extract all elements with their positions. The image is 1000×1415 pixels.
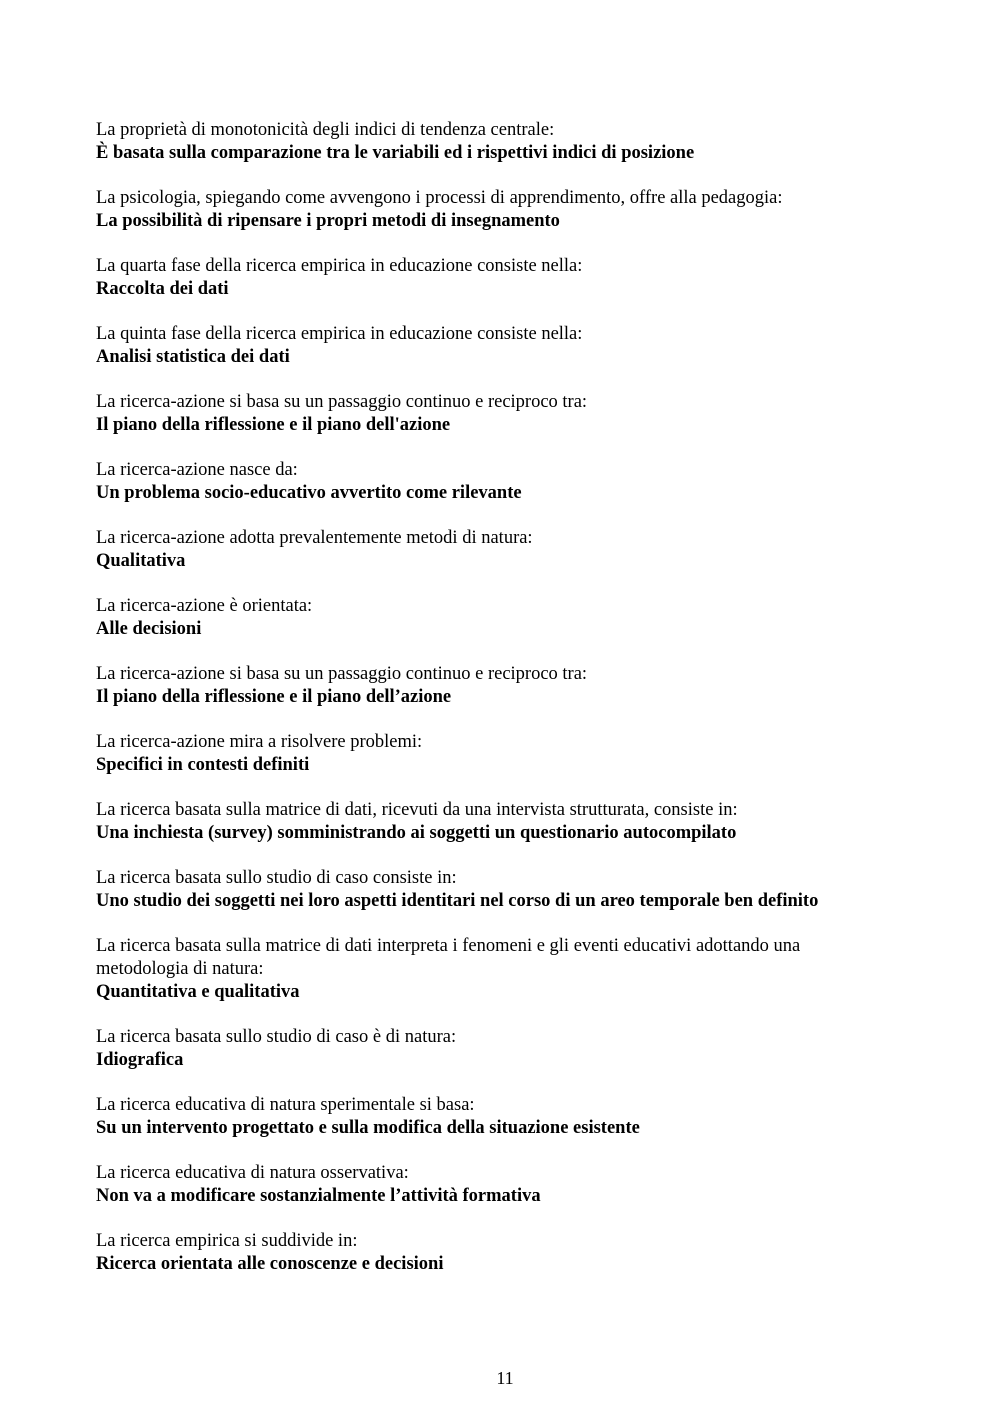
- question-text: La ricerca basata sulla matrice di dati interpreta i fenomeni e gli eventi educativi adottando una metodologia di natura:: [96, 936, 801, 979]
- qa-item: [96, 867, 886, 913]
- qa-item: [96, 731, 886, 777]
- answer-text: Qualitativa: [96, 551, 186, 571]
- qa-item: [96, 799, 886, 845]
- question-text: La ricerca-azione si basa su un passaggio continuo e reciproco tra:: [96, 392, 588, 412]
- question-text: La ricerca empirica si suddivide in:: [96, 1231, 358, 1251]
- question-text: La proprietà di monotonicità degli indici di tendenza centrale:: [96, 120, 555, 140]
- answer-text: Analisi statistica dei dati: [96, 347, 290, 367]
- qa-item: [96, 595, 886, 641]
- question-text: La ricerca basata sullo studio di caso consiste in:: [96, 868, 457, 888]
- question-text: La ricerca-azione adotta prevalentemente metodi di natura:: [96, 528, 533, 548]
- answer-text: La possibilità di ripensare i propri metodi di insegnamento: [96, 211, 560, 231]
- page-number: 11: [496, 1368, 514, 1388]
- answer-text: Raccolta dei dati: [96, 279, 229, 299]
- answer-text: Il piano della riflessione e il piano dell’azione: [96, 687, 452, 707]
- answer-text: Il piano della riflessione e il piano dell'azione: [96, 415, 451, 435]
- answer-text: È basata sulla comparazione tra le variabili ed i rispettivi indici di posizione: [96, 143, 695, 163]
- qa-item: [96, 1094, 886, 1140]
- question-text: La quarta fase della ricerca empirica in educazione consiste nella:: [96, 256, 583, 276]
- answer-text: Su un intervento progettato e sulla modifica della situazione esistente: [96, 1118, 640, 1138]
- question-text: La ricerca-azione nasce da:: [96, 460, 298, 480]
- answer-text: Quantitativa e qualitativa: [96, 982, 300, 1002]
- answer-text: Non va a modificare sostanzialmente l’attività formativa: [96, 1186, 541, 1206]
- qa-item: [96, 1162, 886, 1208]
- answer-text: Idiografica: [96, 1050, 184, 1070]
- answer-text: Un problema socio-educativo avvertito come rilevante: [96, 483, 522, 503]
- answer-text: Alle decisioni: [96, 619, 202, 639]
- qa-item: [96, 663, 886, 709]
- qa-item: [96, 391, 886, 437]
- answer-text: Una inchiesta (survey) somministrando ai soggetti un questionario autocompilato: [96, 823, 737, 843]
- qa-item: [96, 1230, 886, 1276]
- qa-item: [96, 527, 886, 573]
- qa-item: [96, 255, 886, 301]
- qa-item: [96, 1026, 886, 1072]
- question-text: La ricerca basata sullo studio di caso è di natura:: [96, 1027, 457, 1047]
- answer-text: Specifici in contesti definiti: [96, 755, 310, 775]
- answer-text: Ricerca orientata alle conoscenze e decisioni: [96, 1254, 444, 1274]
- question-text: La quinta fase della ricerca empirica in educazione consiste nella:: [96, 324, 583, 344]
- question-text: La ricerca-azione è orientata:: [96, 596, 313, 616]
- qa-list: [96, 119, 886, 1298]
- qa-item: [96, 187, 886, 233]
- qa-item: [96, 935, 886, 1004]
- qa-item: [96, 323, 886, 369]
- question-text: La ricerca basata sulla matrice di dati, ricevuti da una intervista strutturata, consiste in:: [96, 800, 738, 820]
- qa-item: [96, 459, 886, 505]
- qa-item: [96, 119, 886, 165]
- question-text: La ricerca-azione si basa su un passaggio continuo e reciproco tra:: [96, 664, 588, 684]
- question-text: La ricerca educativa di natura osservativa:: [96, 1163, 409, 1183]
- question-text: La psicologia, spiegando come avvengono i processi di apprendimento, offre alla pedagogia:: [96, 188, 783, 208]
- question-text: La ricerca educativa di natura sperimentale si basa:: [96, 1095, 475, 1115]
- answer-text: Uno studio dei soggetti nei loro aspetti identitari nel corso di un areo temporale ben definito: [96, 891, 819, 911]
- question-text: La ricerca-azione mira a risolvere problemi:: [96, 732, 423, 752]
